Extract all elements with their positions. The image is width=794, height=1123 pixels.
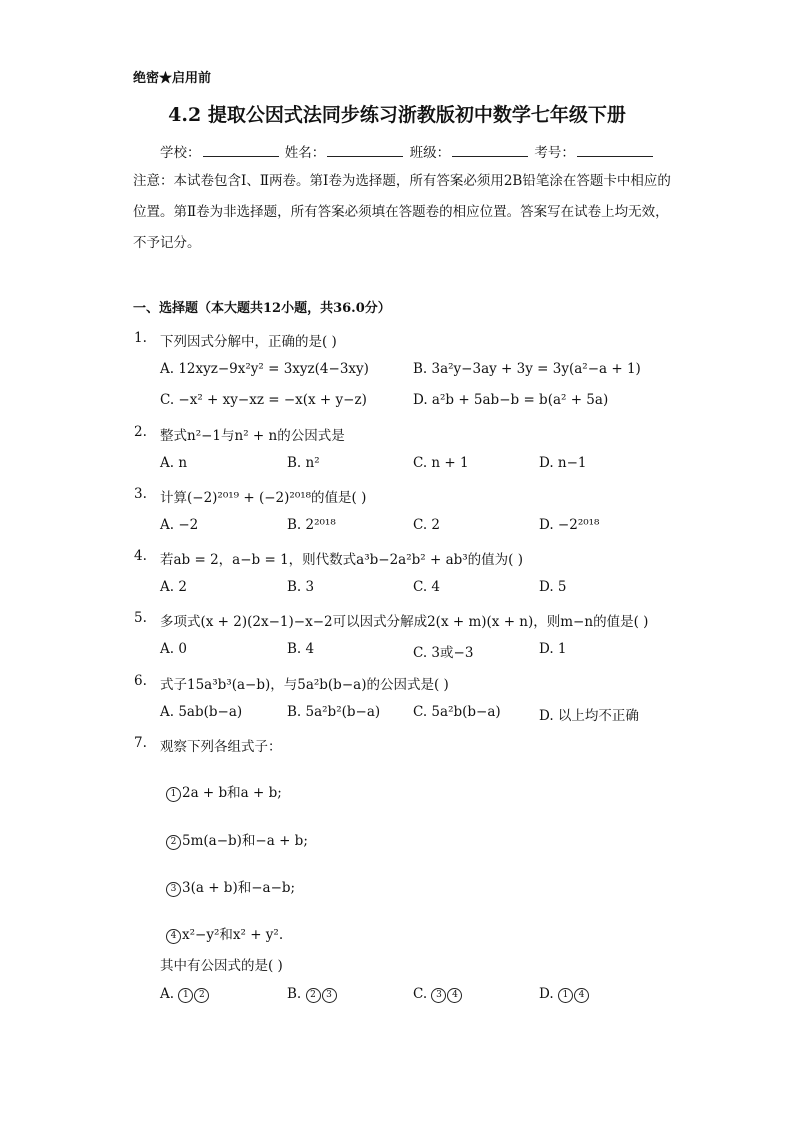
option-a (160, 986, 210, 1003)
exam-no-label: 考号： (534, 145, 575, 161)
school-blank (203, 144, 279, 157)
question-number: 7. (134, 735, 147, 751)
question-number: 6. (134, 673, 147, 689)
question-number: 1. (134, 330, 147, 346)
question-stem: 式子15a³b³(a−b)，与5a²b(b−a)的公因式是( ) (160, 677, 449, 693)
option-c: C. 5a²b(b−a) (413, 704, 501, 720)
option-c: C. 3或−3 (413, 645, 474, 661)
sub-item-text: x²−y²和x² + y². (182, 927, 284, 943)
option-c (413, 986, 463, 1003)
option-a: A. 5ab(b−a) (160, 704, 243, 720)
question-sub-stem: 其中有公因式的是( ) (160, 958, 283, 974)
sub-item (166, 876, 295, 897)
question-number: 5. (134, 610, 147, 626)
class-label: 班级： (409, 145, 451, 161)
question-number: 3. (134, 486, 147, 502)
circled-number-icon: 2 (166, 835, 181, 850)
sub-item (166, 781, 282, 802)
option-c: C. 4 (413, 579, 441, 595)
question-stem: 整式n²−1与n² + n的公因式是 (160, 428, 345, 444)
confidential-label: 绝密★启用前 (133, 71, 212, 86)
exam-no-blank (577, 144, 653, 157)
circled-number-icon: 2 (194, 988, 209, 1003)
option-label: D. (539, 986, 554, 1002)
question-stem: 下列因式分解中，正确的是( ) (160, 334, 337, 350)
circled-number-icon: 3 (166, 882, 181, 897)
class-blank (452, 144, 528, 157)
circled-number-icon: 1 (178, 988, 193, 1003)
option-b: B. 4 (287, 641, 315, 657)
circled-number-icon: 4 (447, 988, 462, 1003)
exam-notice: 注意：本试卷包含Ⅰ、Ⅱ两卷。第Ⅰ卷为选择题，所有答案必须用2B铅笔涂在答题卡中相应的位置。第Ⅱ卷为非选择题，所有答案必须填在答题卷的相应位置。答案写在试卷上均无效，不予记分。 (133, 173, 671, 251)
option-d: D. 5 (539, 579, 567, 595)
option-a: A. 0 (160, 641, 187, 657)
circled-number-icon: 3 (431, 988, 446, 1003)
option-d: D. 1 (539, 641, 567, 657)
option-b: B. n² (287, 455, 320, 471)
student-info-line (160, 141, 655, 161)
option-d (539, 986, 590, 1003)
option-c: C. 2 (413, 517, 441, 533)
option-a: A. 12xyz−9x²y² = 3xyz(4−3xy) (160, 361, 369, 377)
circled-number-icon: 4 (574, 988, 589, 1003)
option-c: C. n + 1 (413, 455, 469, 471)
name-blank (327, 144, 403, 157)
option-d: D. −2²⁰¹⁸ (539, 517, 600, 533)
option-d: D. a²b + 5ab−b = b(a² + 5a) (413, 392, 609, 408)
sub-item-text: 5m(a−b)和−a + b; (182, 833, 308, 849)
circled-number-icon: 3 (322, 988, 337, 1003)
option-label: A. (160, 986, 175, 1002)
option-label: B. (287, 986, 302, 1002)
question-stem: 多项式(x + 2)(2x−1)−x−2可以因式分解成2(x + m)(x + n)，则m−n的值是( ) (160, 614, 649, 630)
option-d: D. n−1 (539, 455, 587, 471)
option-c: C. −x² + xy−xz = −x(x + y−z) (160, 392, 367, 408)
sub-item-text: 3(a + b)和−a−b; (182, 880, 296, 896)
question-number: 4. (134, 548, 147, 564)
option-a: A. n (160, 455, 188, 471)
name-label: 姓名： (284, 145, 326, 161)
sub-item-text: 2a + b和a + b; (182, 785, 282, 801)
option-b (287, 986, 338, 1003)
question-number: 2. (134, 424, 147, 440)
option-b: B. 5a²b²(b−a) (287, 704, 381, 720)
circled-number-icon: 4 (166, 929, 181, 944)
circled-number-icon: 1 (558, 988, 573, 1003)
option-b: B. 3a²y−3ay + 3y = 3y(a²−a + 1) (413, 361, 641, 377)
sub-item (166, 923, 283, 944)
question-stem: 观察下列各组式子： (160, 739, 282, 755)
section-heading: 一、选择题（本大题共12小题，共36.0分） (133, 301, 391, 316)
option-label: C. (413, 986, 428, 1002)
option-a: A. 2 (160, 579, 187, 595)
question-stem: 计算(−2)²⁰¹⁹ + (−2)²⁰¹⁸的值是( ) (160, 490, 367, 506)
page-title: 4.2 提取公因式法同步练习浙教版初中数学七年级下册 (168, 104, 626, 126)
option-a: A. −2 (160, 517, 199, 533)
option-d: D. 以上均不正确 (539, 708, 639, 724)
circled-number-icon: 2 (306, 988, 321, 1003)
question-stem: 若ab = 2，a−b = 1，则代数式a³b−2a²b² + ab³的值为( ) (160, 552, 523, 568)
circled-number-icon: 1 (166, 787, 181, 802)
option-b: B. 2²⁰¹⁸ (287, 517, 336, 533)
option-b: B. 3 (287, 579, 315, 595)
sub-item (166, 829, 308, 850)
school-label: 学校： (160, 145, 201, 161)
